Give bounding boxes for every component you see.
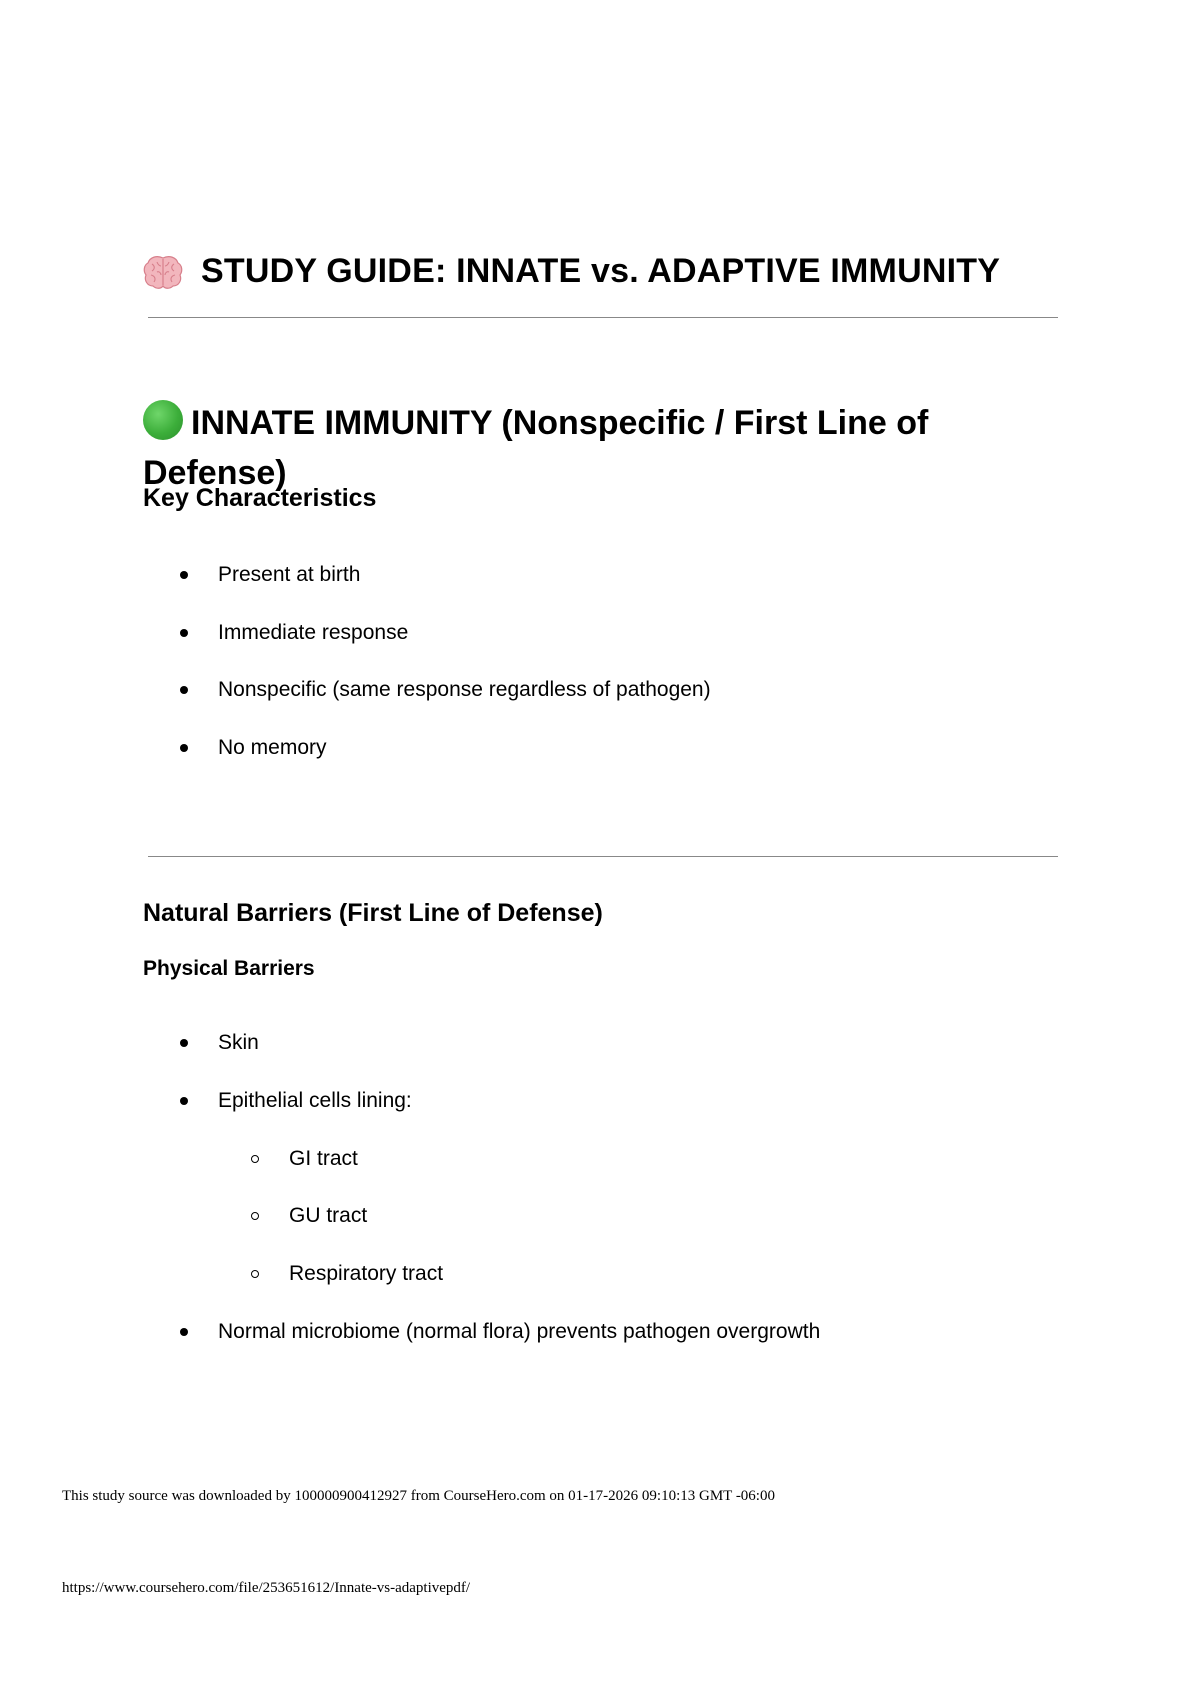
bullet-icon bbox=[180, 571, 188, 579]
list-item-text: No memory bbox=[218, 736, 327, 759]
bullet-icon bbox=[180, 1328, 188, 1336]
key-characteristics-heading: Key Characteristics bbox=[143, 484, 377, 512]
list-item-text: Immediate response bbox=[218, 621, 409, 644]
list-item bbox=[180, 1089, 412, 1113]
divider bbox=[148, 317, 1058, 318]
bullet-icon bbox=[180, 1039, 188, 1047]
list-item-text: Nonspecific (same response regardless of pathogen) bbox=[218, 678, 711, 701]
sub-list-item-text: GI tract bbox=[289, 1147, 358, 1170]
page-title-text: STUDY GUIDE: INNATE vs. ADAPTIVE IMMUNITY bbox=[201, 252, 1001, 290]
sub-list-item bbox=[251, 1204, 367, 1228]
hollow-bullet-icon bbox=[251, 1155, 259, 1163]
hollow-bullet-icon bbox=[251, 1212, 259, 1220]
section-heading bbox=[143, 398, 1043, 498]
sub-list-item-text: GU tract bbox=[289, 1204, 368, 1227]
list-item bbox=[180, 563, 360, 587]
list-item bbox=[180, 736, 327, 760]
green-circle-icon bbox=[143, 400, 183, 440]
list-item-text: Epithelial cells lining: bbox=[218, 1089, 412, 1112]
hollow-bullet-icon bbox=[251, 1270, 259, 1278]
sub-list-item bbox=[251, 1147, 358, 1171]
bullet-icon bbox=[180, 686, 188, 694]
list-item bbox=[180, 678, 711, 702]
list-item-text: Present at birth bbox=[218, 563, 361, 586]
sub-list-item-text: Respiratory tract bbox=[289, 1262, 444, 1285]
list-item bbox=[180, 1031, 259, 1055]
source-url[interactable]: https://www.coursehero.com/file/253651612/Innate-vs-adaptivepdf/ bbox=[62, 1580, 471, 1596]
list-item bbox=[180, 621, 408, 645]
brain-icon bbox=[143, 254, 183, 290]
page-title bbox=[143, 252, 1000, 291]
list-item bbox=[180, 1320, 820, 1344]
list-item-text: Skin bbox=[218, 1031, 259, 1054]
bullet-icon bbox=[180, 744, 188, 752]
section-heading-text: INNATE IMMUNITY (Nonspecific / First Line of Defense) bbox=[143, 404, 929, 492]
bullet-icon bbox=[180, 1097, 188, 1105]
bullet-icon bbox=[180, 629, 188, 637]
list-item-text: Normal microbiome (normal flora) prevents pathogen overgrowth bbox=[218, 1320, 821, 1343]
sub-list-item bbox=[251, 1262, 443, 1286]
divider bbox=[148, 856, 1058, 857]
physical-barriers-heading: Physical Barriers bbox=[143, 957, 315, 980]
source-footer: This study source was downloaded by 100000900412927 from CourseHero.com on 01-17-2026 09:10:13 GMT -06:00 bbox=[62, 1488, 775, 1504]
natural-barriers-heading: Natural Barriers (First Line of Defense) bbox=[143, 899, 603, 927]
